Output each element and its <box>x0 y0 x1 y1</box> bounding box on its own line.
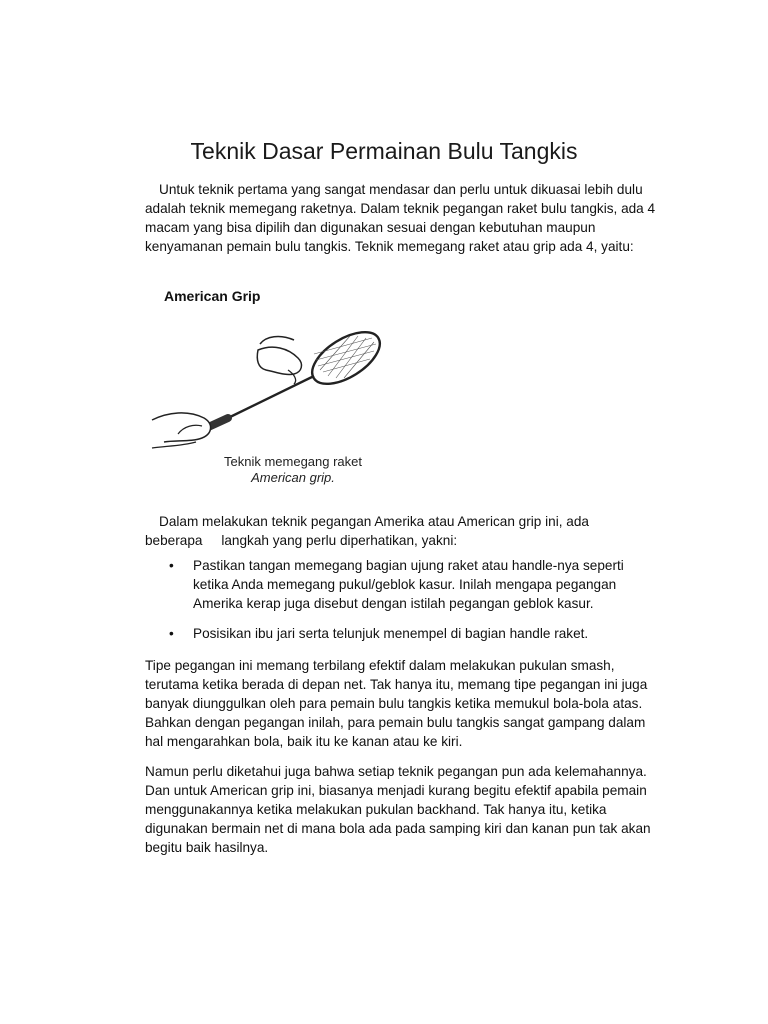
list-item-line: ketika Anda memegang pukul/geblok kasur. Inilah mengapa pegangan <box>193 577 617 592</box>
paragraph-4: Namun perlu diketahui juga bahwa setiap teknik pegangan pun ada kelemahannya. Dan untuk American grip ini, biasanya menjadi kurang begitu efektif apabila pemain menggunakannya ketika melakukan pukulan backhand. Tak hanya itu, ketika digunakan bermain net di mana bola ada pada samping kiri dan kanan pun tak akan begitu baik hasilnya. <box>145 764 651 855</box>
intro-paragraph: Untuk teknik pertama yang sangat mendasar dan perlu untuk dikuasai lebih dulu adalah teknik memegang raketnya. Dalam teknik pegangan raket bulu tangkis, ada 4 macam yang bisa dipilih dan digunakan sesuai dengan kebutuhan maupun kenyamanan pemain bulu tangkis. Teknik memegang raket atau grip ada 4, yaitu: <box>145 182 656 254</box>
american-grip-illustration <box>148 330 388 490</box>
figure-caption-line2: American grip. <box>251 470 335 485</box>
paragraph-2-line1: Dalam melakukan teknik pegangan Amerika atau American grip ini, ada <box>159 514 589 529</box>
steps-list <box>145 556 665 643</box>
bullet-marker: • <box>169 626 174 641</box>
paragraph-3: Tipe pegangan ini memang terbilang efektif dalam melakukan pukulan smash, terutama ketika berada di depan net. Tak hanya itu, memang tipe pegangan ini juga banyak diunggulkan oleh para pemain bulu tangkis ketika memukul bola-bola atas. Bahkan dengan pegangan inilah, para pemain bulu tangkis sangat gampang dalam hal mengarahkan bola, baik itu ke kanan atau ke kiri. <box>145 658 648 749</box>
page-title: Teknik Dasar Permainan Bulu Tangkis <box>190 138 578 164</box>
section-heading: American Grip <box>164 288 261 304</box>
list-item-line: Pastikan tangan memegang bagian ujung raket atau handle-nya seperti <box>193 558 624 573</box>
bullet-marker: • <box>169 558 174 573</box>
list-item <box>145 624 665 643</box>
list-item-line: Amerika kerap juga disebut dengan istilah pegangan geblok kasur. <box>193 596 594 611</box>
list-item <box>145 556 665 613</box>
figure-caption-line1: Teknik memegang raket <box>223 454 362 469</box>
list-item-line: Posisikan ibu jari serta telunjuk menempel di bagian handle raket. <box>193 626 589 641</box>
racket-grip-drawing <box>148 330 388 456</box>
paragraph-2-line2: beberapa langkah yang perlu diperhatikan, yakni: <box>145 533 458 548</box>
